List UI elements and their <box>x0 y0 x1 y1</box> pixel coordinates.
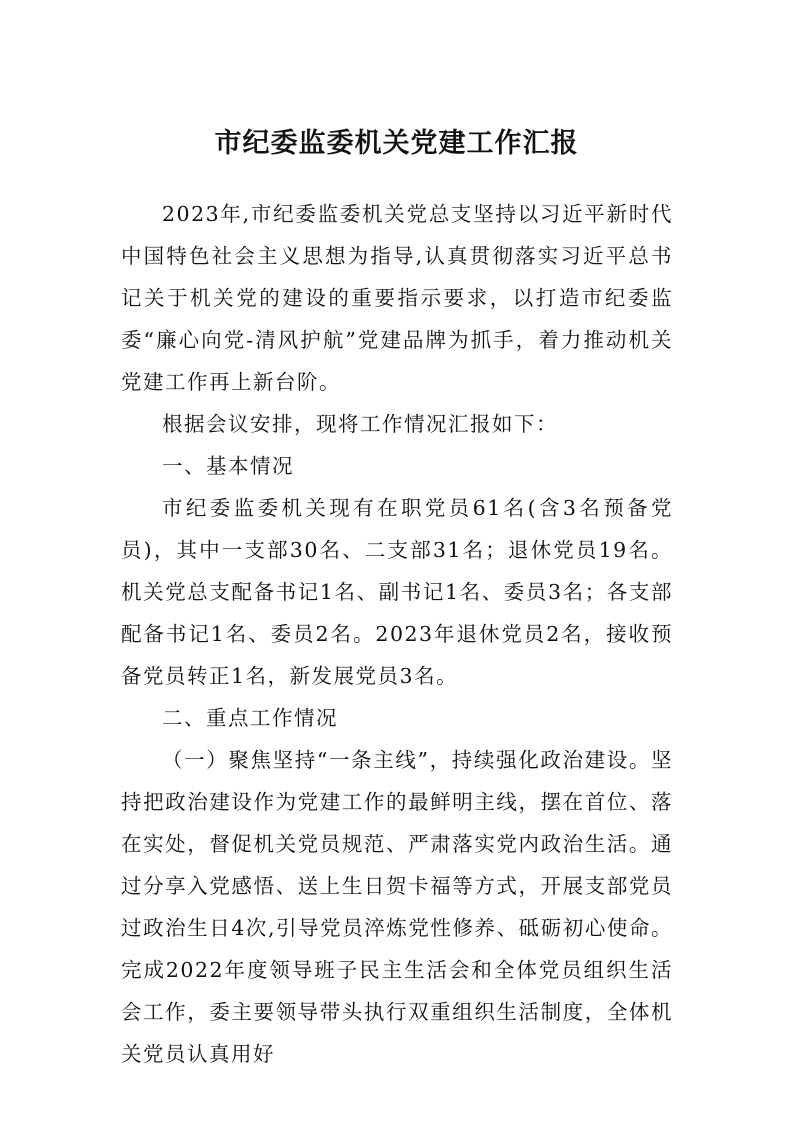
paragraph-arrangement: 根据会议安排，现将工作情况汇报如下： <box>162 412 558 436</box>
document-title: 市纪委监委机关党建工作汇报 <box>214 128 579 159</box>
paragraph-political-building: （一）聚焦坚持“一条主线”，持续强化政治建设。坚持把政治建设作为党建工作的最鲜明主线，摆在首位、落在实处，督促机关党员规范、严肃落实党内政治生活。通过分享入党感悟、送上生日贺卡福等方式，开展支部党员过政治生日4次,引导党员淬炼党性修养、砥砺初心使命。完成2022年度领导班子民主生活会和全体党员组织生活会工作，委主要领导带头执行双重组织生活制度，全体机关党员认真用好 <box>121 748 673 1066</box>
heading-basic-situation: 一、基本情况 <box>162 454 294 478</box>
paragraph-basic-situation: 市纪委监委机关现有在职党员61名(含3名预备党员)，其中一支部30名、二支部31名；退休党员19名。机关党总支配备书记1名、副书记1名、委员3名；各支部配备书记1名、委员2名。2023年退休党员2名，接收预备党员转正1名，新发展党员3名。 <box>121 496 673 688</box>
document-body <box>121 193 673 1075</box>
heading-key-work: 二、重点工作情况 <box>162 706 338 730</box>
paragraph-intro: 2023年,市纪委监委机关党总支坚持以习近平新时代中国特色社会主义思想为指导,认真贯彻落实习近平总书记关于机关党的建设的重要指示要求，以打造市纪委监委“廉心向党-清风护航”党建品牌为抓手，着力推动机关党建工作再上新台阶。 <box>121 202 673 394</box>
